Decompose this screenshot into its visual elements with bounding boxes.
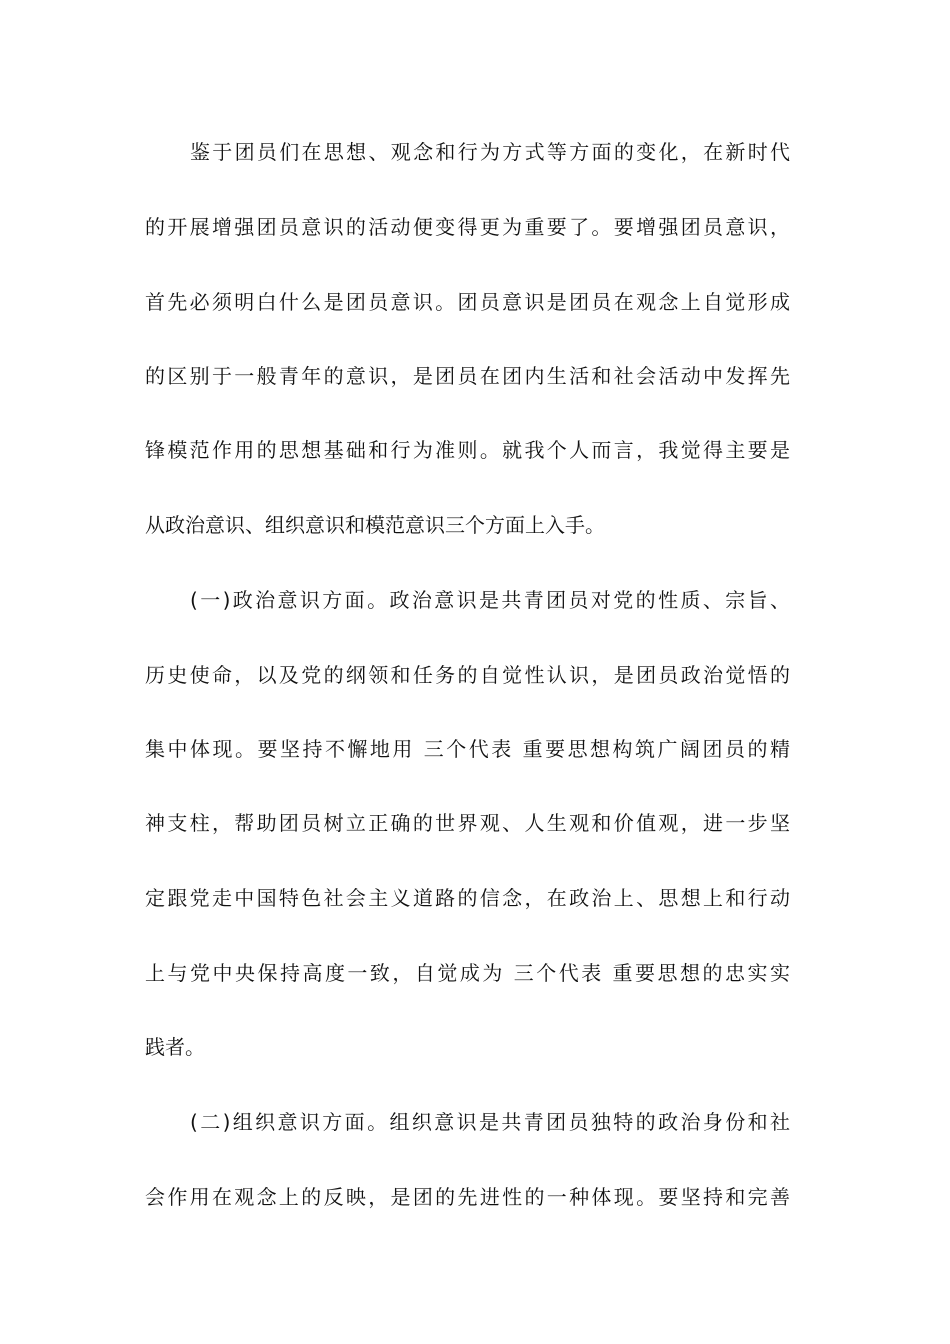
paragraph-line: 首先必须明白什么是团员意识。团员意识是团员在观念上自觉形成 bbox=[145, 290, 790, 314]
paragraph-line: 鉴于团员们在思想、观念和行为方式等方面的变化，在新时代 bbox=[190, 140, 790, 164]
paragraph-line: 神支柱，帮助团员树立正确的世界观、人生观和价值观，进一步坚 bbox=[145, 811, 790, 835]
paragraph-line: (二)组织意识方面。组织意识是共青团员独特的政治身份和社 bbox=[190, 1110, 790, 1134]
paragraph-line: 会作用在观念上的反映，是团的先进性的一种体现。要坚持和完善 bbox=[145, 1185, 790, 1209]
paragraph-line: 锋模范作用的思想基础和行为准则。就我个人而言，我觉得主要是 bbox=[145, 438, 790, 462]
paragraph-line: 历史使命，以及党的纲领和任务的自觉性认识，是团员政治觉悟的 bbox=[145, 663, 790, 687]
paragraph-line: 从政治意识、组织意识和模范意识三个方面上入手。 bbox=[145, 513, 605, 537]
paragraph-line: 的开展增强团员意识的活动便变得更为重要了。要增强团员意识， bbox=[145, 215, 790, 239]
paragraph-line: (一)政治意识方面。政治意识是共青团员对党的性质、宗旨、 bbox=[190, 588, 790, 612]
paragraph-line: 定跟党走中国特色社会主义道路的信念，在政治上、思想上和行动 bbox=[145, 886, 790, 910]
paragraph-line: 的区别于一般青年的意识，是团员在团内生活和社会活动中发挥先 bbox=[145, 364, 790, 388]
paragraph-line: 践者。 bbox=[145, 1035, 205, 1059]
paragraph-line: 集中体现。要坚持不懈地用 三个代表 重要思想构筑广阔团员的精 bbox=[145, 737, 790, 761]
paragraph-line: 上与党中央保持高度一致，自觉成为 三个代表 重要思想的忠实实 bbox=[145, 961, 790, 985]
